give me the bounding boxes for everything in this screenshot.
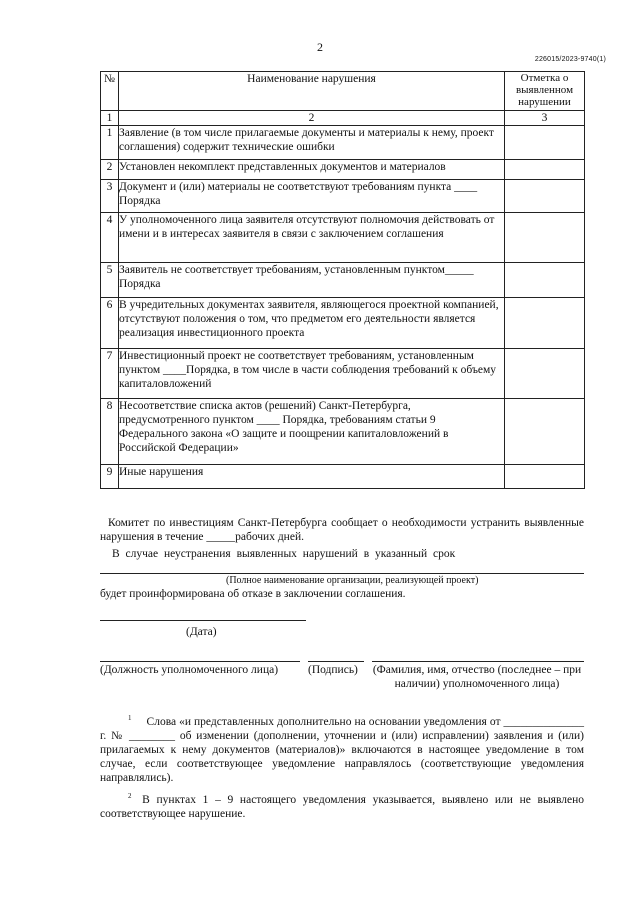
row-mark-cell[interactable] xyxy=(505,180,585,213)
table-row xyxy=(101,263,585,298)
table-row xyxy=(101,399,585,465)
row-violation-text: У уполномоченного лица заявителя отсутствуют полномочия действовать от имени и в интересах заявителя в связи с заключением соглашения xyxy=(119,213,505,263)
table-index-row xyxy=(101,111,585,126)
refusal-text: будет проинформирована об отказе в заключении соглашения. xyxy=(100,588,406,600)
date-line[interactable] xyxy=(100,620,306,621)
position-caption: (Должность уполномоченного лица) xyxy=(100,664,279,676)
row-number: 8 xyxy=(101,399,119,465)
organization-name-line[interactable] xyxy=(100,573,584,574)
row-number: 6 xyxy=(101,298,119,349)
footnote-2-mark: 2 xyxy=(128,792,132,800)
failure-clause: В случае неустранения выявленных нарушений в указанный срок xyxy=(112,548,456,560)
row-mark-cell[interactable] xyxy=(505,349,585,399)
full-name-line[interactable] xyxy=(372,661,584,662)
index-cell: 1 xyxy=(101,111,119,126)
row-mark-cell[interactable] xyxy=(505,160,585,180)
document-code: 226015/2023-9740(1) xyxy=(534,56,606,63)
row-violation-text: Иные нарушения xyxy=(119,465,505,489)
row-mark-cell[interactable] xyxy=(505,213,585,263)
row-violation-text: Заявление (в том числе прилагаемые документы и материалы к нему, проект соглашения) содержит технические ошибки xyxy=(119,126,505,160)
row-violation-text: Установлен некомплект представленных документов и материалов xyxy=(119,160,505,180)
row-mark-cell[interactable] xyxy=(505,126,585,160)
deadline-notice: Комитет по инвестициям Санкт-Петербурга сообщает о необходимости устранить выявленные нарушения в течение _____рабочих дней. xyxy=(100,517,584,543)
row-violation-text: Документ и (или) материалы не соответствуют требованиям пункта ____ Порядка xyxy=(119,180,505,213)
index-cell: 3 xyxy=(505,111,585,126)
page-number: 2 xyxy=(317,40,323,54)
row-violation-text: Заявитель не соответствует требованиям, установленным пунктом_____ Порядка xyxy=(119,263,505,298)
violations-table xyxy=(100,71,585,489)
row-violation-text: Инвестиционный проект не соответствует требованиям, установленным пунктом ____Порядка, в том числе в части соблюдения требований к объему капиталовложений xyxy=(119,349,505,399)
signature-caption: (Подпись) xyxy=(308,664,358,676)
organization-caption: (Полное наименование организации, реализующей проект) xyxy=(226,575,479,586)
row-number: 1 xyxy=(101,126,119,160)
row-number: 2 xyxy=(101,160,119,180)
footnote-1-mark: 1 xyxy=(128,714,132,722)
header-violation-name: Наименование нарушения xyxy=(119,72,505,111)
table-row xyxy=(101,298,585,349)
table-row xyxy=(101,349,585,399)
row-number: 5 xyxy=(101,263,119,298)
table-row xyxy=(101,213,585,263)
index-cell: 2 xyxy=(119,111,505,126)
table-row xyxy=(101,126,585,160)
row-mark-cell[interactable] xyxy=(505,298,585,349)
footnote-2-text: В пунктах 1 – 9 настоящего уведомления указывается, выявлено или не выявлено соответствующее нарушение. xyxy=(100,794,584,820)
table-row xyxy=(101,160,585,180)
row-mark-cell[interactable] xyxy=(505,465,585,489)
row-number: 4 xyxy=(101,213,119,263)
table-row xyxy=(101,180,585,213)
header-violation-mark: Отметка о выявленном нарушении xyxy=(505,72,585,111)
full-name-caption: (Фамилия, имя, отчество (последнее – при наличии) уполномоченного лица) xyxy=(372,664,582,690)
row-violation-text: В учредительных документах заявителя, являющегося проектной компанией, отсутствуют положения о том, что предметом его деятельности является реализация инвестиционного проекта xyxy=(119,298,505,349)
table-row xyxy=(101,465,585,489)
row-number: 3 xyxy=(101,180,119,213)
signature-line[interactable] xyxy=(308,661,364,662)
date-caption: (Дата) xyxy=(186,626,217,638)
header-number: № xyxy=(101,72,119,111)
row-mark-cell[interactable] xyxy=(505,263,585,298)
position-line[interactable] xyxy=(100,661,300,662)
row-number: 7 xyxy=(101,349,119,399)
row-mark-cell[interactable] xyxy=(505,399,585,465)
table-header-row xyxy=(101,72,585,111)
row-number: 9 xyxy=(101,465,119,489)
footnote-1 xyxy=(100,711,584,785)
footnote-1-text: Слова «и представленных дополнительно на основании уведомления от ______________ г. № ________ об изменении (дополнении, уточнении и (или) исправлении) заявления и (или) прилагаемых к нему документов (материалов)» включаются в настоящее уведомление в том случае, если соответствующее уведомление направлялось (соответствующие уведомления направлялись). xyxy=(100,716,585,784)
row-violation-text: Несоответствие списка актов (решений) Санкт-Петербурга, предусмотренного пунктом ____ Порядка, требованиям статьи 9 Федерального закона «О защите и поощрении капиталовложений в Российской Федерации» xyxy=(119,399,505,465)
footnote-2 xyxy=(100,789,584,821)
